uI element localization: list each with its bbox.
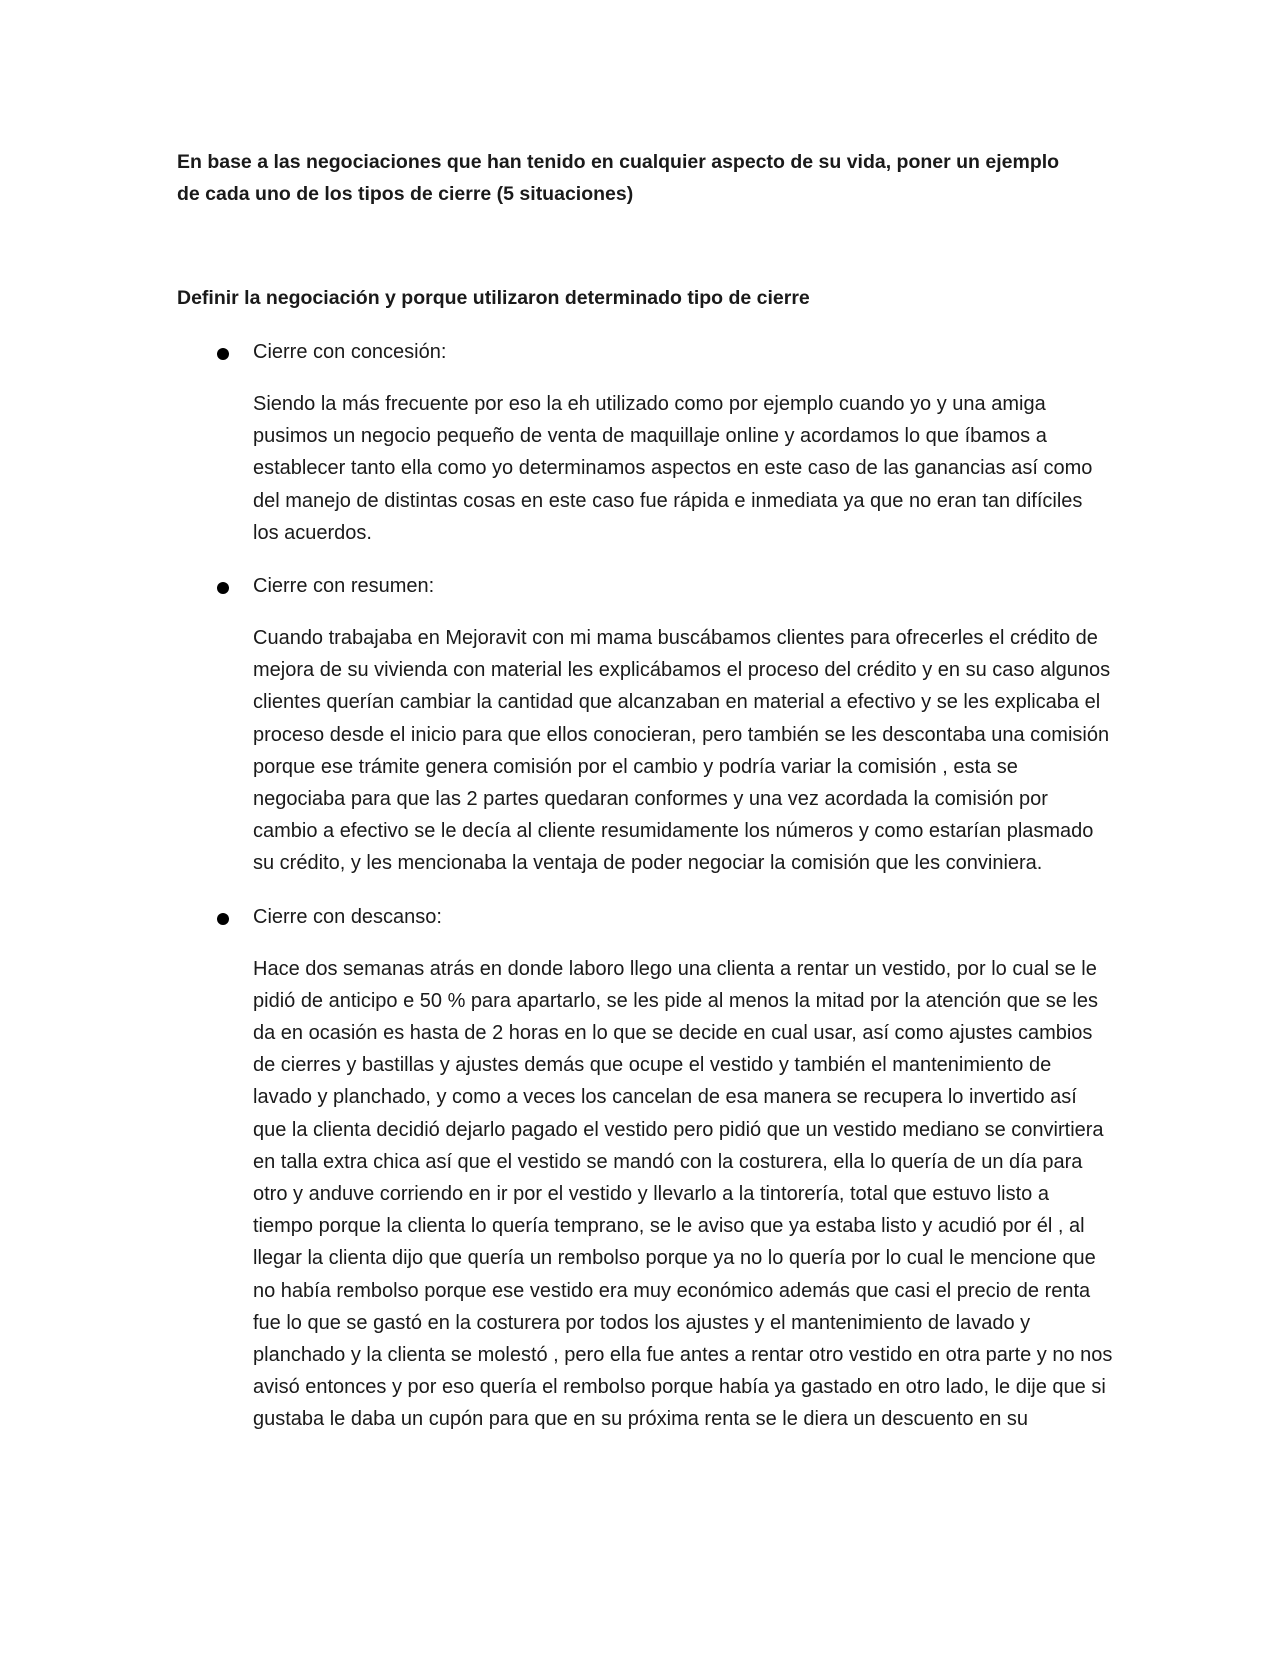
list-item-cierre-concesion xyxy=(177,336,1107,549)
list-item-text: Cuando trabajaba en Mejoravit con mi mama buscábamos clientes para ofrecerles el crédito de mejora de su vivienda con material les explicábamos el proceso del crédito y en su caso algunos clientes querían cambiar la cantidad que alcanzaban en material a efectivo y se les explicaba el proceso desde el inicio para que ellos conocieran, pero también se les descontaba una comisión porque ese trámite genera comisión por el cambio y podría variar la comisión , esta se negociaba para que las 2 partes quedaran conformes y una vez acordada la comisión por cambio a efectivo se le decía al cliente resumidamente los números y como estarían plasmado su crédito, y les mencionaba la ventaja de poder negociar la comisión que les conviniera. xyxy=(253,627,1111,875)
bullet-icon xyxy=(217,348,229,360)
question-2-heading: Definir la negociación y porque utilizaron determinado tipo de cierre xyxy=(177,287,810,309)
document-content xyxy=(177,146,1113,1436)
list-item-text: Siendo la más frecuente por eso la eh utilizado como por ejemplo cuando yo y una amiga pusimos un negocio pequeño de venta de maquillaje online y acordamos lo que íbamos a establecer tanto ella como yo determinamos aspectos en este caso de las ganancias así como del manejo de distintas cosas en este caso fue rápida e inmediata ya que no eran tan difíciles los acuerdos. xyxy=(253,393,1093,544)
list-item-text: Hace dos semanas atrás en donde laboro llego una clienta a rentar un vestido, por lo cual se le pidió de anticipo e 50 % para apartarlo, se les pide al menos la mitad por la atención que se les da en ocasión es hasta de 2 horas en lo que se decide en cual usar, así como ajustes cambios de cierres y bastillas y ajustes demás que ocupe el vestido y también el mantenimiento de lavado y planchado, y como a veces los cancelan de esa manera se recupera lo invertido así que la clienta decidió dejarlo pagado el vestido pero pidió que un vestido mediano se convirtiera en talla extra chica así que el vestido se mandó con la costurera, ella lo quería de un día para otro y anduve corriendo en ir por el vestido y llevarlo a la tintorería, total que estuvo listo a tiempo porque la clienta lo quería temprano, se le aviso que ya estaba listo y acudió por él , al llegar la clienta dijo que quería un rembolso porque ya no lo quería por lo cual le mencione que no había rembolso porque ese vestido era muy económico además que casi el precio de renta fue lo que se gastó en la costurera por todos los ajustes y el mantenimiento de lavado y planchado y la clienta se molestó , pero ella fue antes a rentar otro vestido en otra parte y no nos avisó entonces y por eso quería el rembolso porque había ya gastado en otro lado, le dije que si gustaba le daba un cupón para que en su próxima renta se le diera un descuento en su xyxy=(253,957,1113,1431)
list-item-label: Cierre con descanso: xyxy=(253,905,442,928)
list-item-cierre-descanso xyxy=(177,901,1113,1436)
list-item-cierre-resumen xyxy=(177,570,1111,880)
list-item-label: Cierre con resumen: xyxy=(253,575,435,598)
closure-types-list xyxy=(177,336,1113,1436)
list-item-label: Cierre con concesión: xyxy=(253,341,447,363)
bullet-icon xyxy=(217,582,229,594)
bullet-icon xyxy=(217,913,229,925)
question-1-heading: En base a las negociaciones que han tenido en cualquier aspecto de su vida, poner un ejemplo de cada uno de los tipos de cierre (5 situaciones) xyxy=(177,151,1060,205)
